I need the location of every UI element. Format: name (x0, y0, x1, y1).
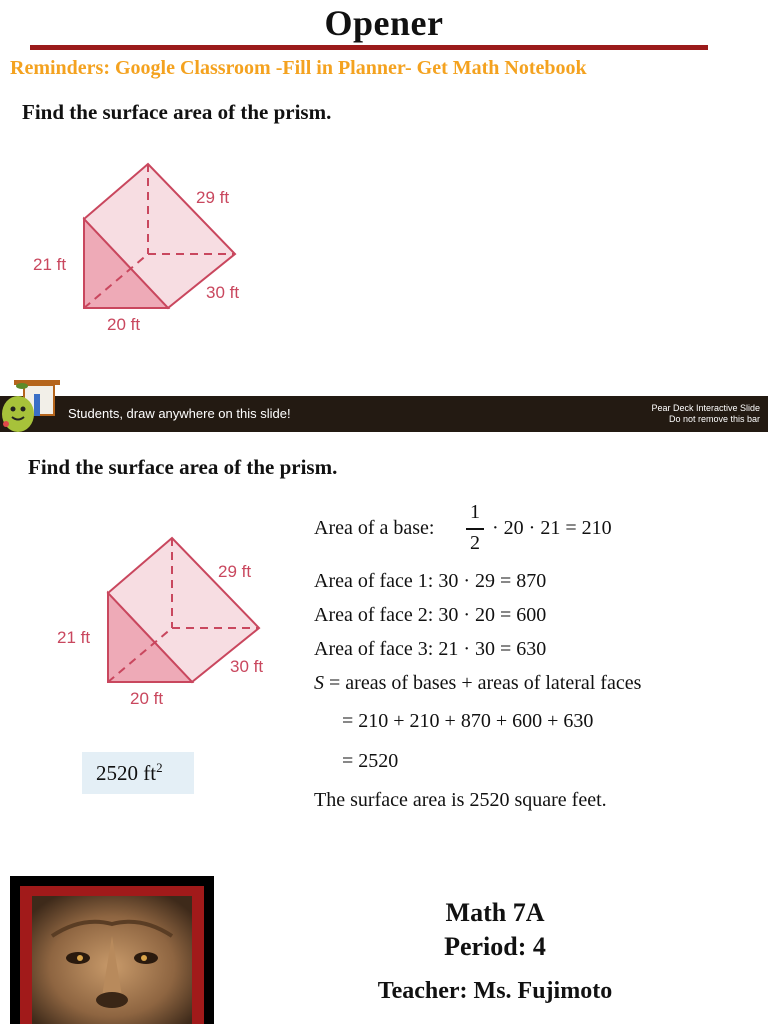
lion-photo (32, 896, 192, 1024)
prism-figure-1 (20, 150, 260, 340)
peardeck-notice-line1: Pear Deck Interactive Slide (651, 403, 760, 413)
face1-area: Area of face 1: 30 · 29 = 870 (314, 570, 547, 592)
answer-value (96, 760, 163, 786)
reminders-text: Reminders: Google Classroom -Fill in Planner- Get Math Notebook (10, 57, 587, 79)
page-title: Opener (324, 3, 444, 43)
pear-mascot-icon (0, 374, 62, 434)
face3-area: Area of face 3: 21 · 30 = 630 (314, 638, 547, 660)
sum-line: = 210 + 210 + 870 + 600 + 630 (342, 710, 594, 732)
conclusion: The surface area is 2520 square feet. (314, 789, 607, 811)
question-2: Find the surface area of the prism. (28, 455, 338, 479)
answer-exponent: 2 (156, 760, 163, 775)
base-area-label: Area of a base: (314, 517, 435, 539)
answer-number: 2520 ft (96, 761, 157, 785)
s-symbol: S (314, 672, 324, 694)
question-1: Find the surface area of the prism. (22, 100, 332, 124)
surface-area-definition (314, 672, 641, 695)
fraction-numerator: 1 (470, 501, 480, 523)
peardeck-message: Students, draw anywhere on this slide! (68, 406, 291, 421)
face2-area: Area of face 2: 30 · 20 = 600 (314, 604, 547, 626)
peardeck-bar (0, 396, 768, 432)
teacher: Teacher: Ms. Fujimoto (377, 978, 613, 1004)
title-divider (30, 45, 708, 50)
peardeck-notice-line2: Do not remove this bar (668, 414, 760, 424)
period: Period: 4 (444, 932, 546, 961)
label-30ft: 30 ft (206, 283, 240, 302)
prism-figure-2 (44, 524, 284, 714)
fraction-denominator: 2 (470, 532, 480, 554)
label-20ft: 20 ft (130, 689, 164, 708)
label-30ft: 30 ft (230, 657, 264, 676)
label-29ft: 29 ft (196, 188, 230, 207)
total-line: = 2520 (342, 750, 399, 772)
base-area-calc: · 20 · 21 = 210 (492, 517, 612, 539)
label-21ft: 21 ft (57, 628, 91, 647)
label-21ft: 21 ft (33, 255, 67, 274)
course-name: Math 7A (445, 898, 545, 927)
s-definition: = areas of bases + areas of lateral faces (324, 672, 642, 694)
fraction-bar (466, 528, 484, 530)
label-20ft: 20 ft (107, 315, 141, 334)
label-29ft: 29 ft (218, 562, 252, 581)
peardeck-notice (651, 403, 760, 425)
